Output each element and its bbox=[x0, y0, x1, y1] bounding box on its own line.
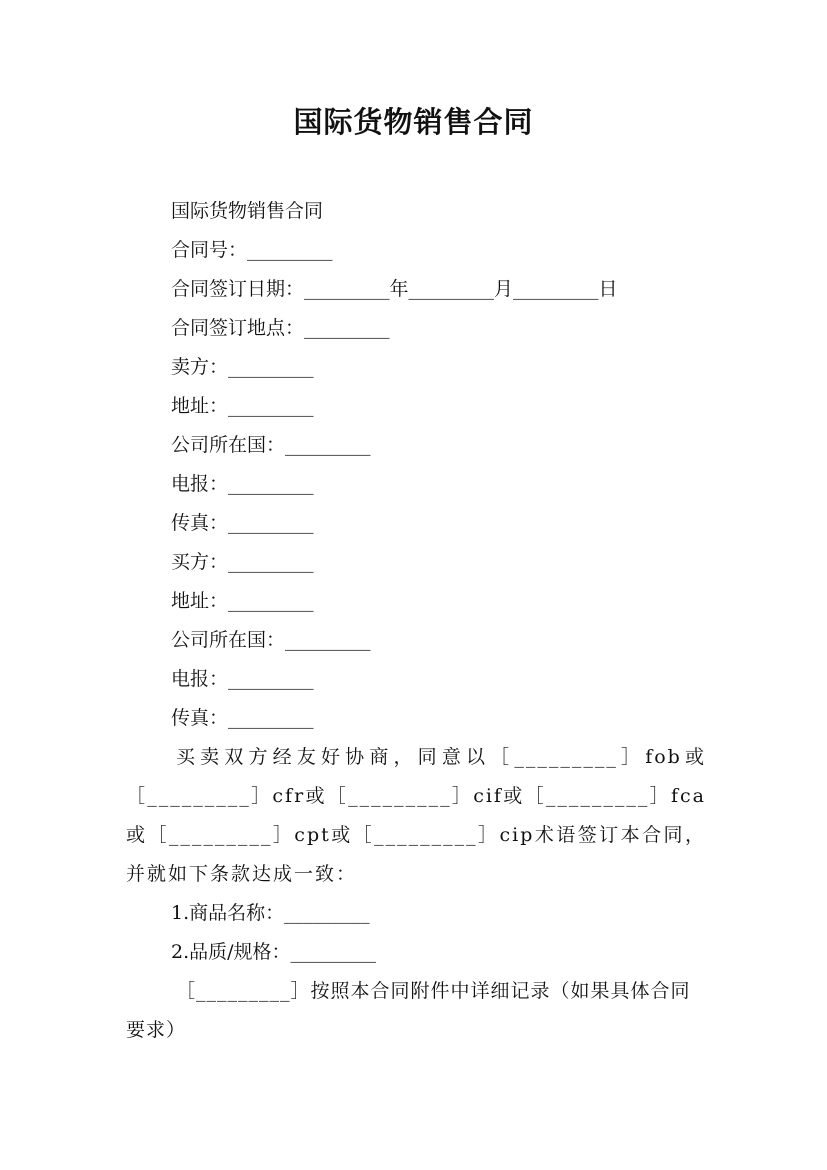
seller-line: 卖方：_________ bbox=[171, 356, 314, 378]
seller-fax-line: 传真：_________ bbox=[171, 512, 314, 534]
trade-terms-paragraph: 买卖双方经友好协商，同意以［_________］fob或［_________］cfr或［_________］cif或［_________］fca或［_________］cpt或［_________］cip术语签订本合同，并就如下条款达成一致： bbox=[126, 746, 706, 885]
buyer-country-line: 公司所在国：_________ bbox=[171, 629, 371, 651]
seller-country-line: 公司所在国：_________ bbox=[171, 434, 371, 456]
clause-quality-spec: 2.品质/规格：_________ bbox=[171, 941, 377, 963]
document-body bbox=[126, 192, 706, 1050]
seller-address-line: 地址：_________ bbox=[171, 395, 314, 417]
contract-number-line: 合同号：_________ bbox=[171, 239, 333, 261]
signing-date-line: 合同签订日期：_________年_________月_________日 bbox=[171, 278, 618, 300]
buyer-fax-line: 传真：_________ bbox=[171, 707, 314, 729]
seller-telegram-line: 电报：_________ bbox=[171, 473, 314, 495]
clause-product-name: 1.商品名称：_________ bbox=[171, 902, 370, 924]
buyer-telegram-line: 电报：_________ bbox=[171, 668, 314, 690]
document-title: 国际货物销售合同 bbox=[293, 105, 534, 139]
subtitle-line: 国际货物销售合同 bbox=[171, 200, 324, 222]
signing-place-line: 合同签订地点：_________ bbox=[171, 317, 390, 339]
quality-paragraph: ［_________］按照本合同附件中详细记录（如果具体合同要求） bbox=[126, 980, 691, 1041]
buyer-line: 买方：_________ bbox=[171, 551, 314, 573]
buyer-address-line: 地址：_________ bbox=[171, 590, 314, 612]
